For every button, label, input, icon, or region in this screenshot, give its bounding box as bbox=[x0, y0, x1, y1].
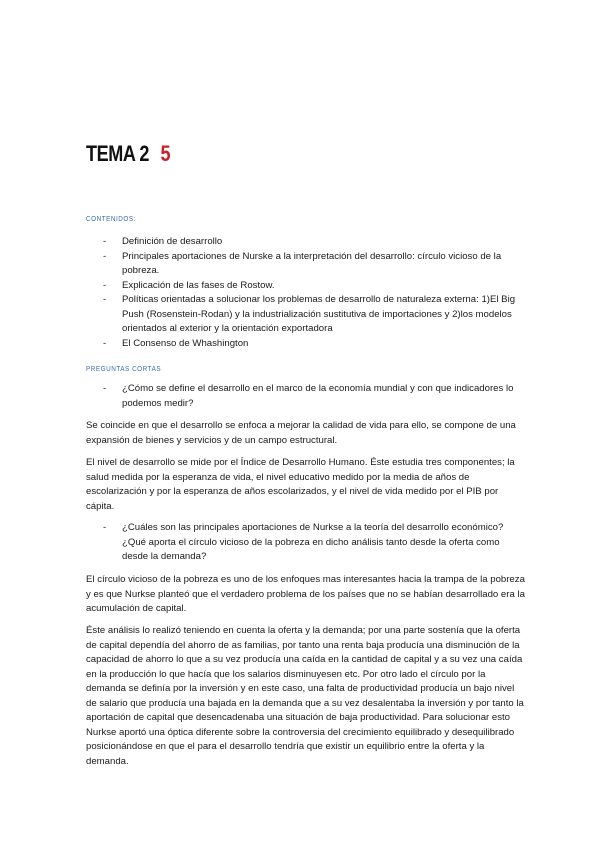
question-1 bbox=[86, 382, 526, 411]
list-item: - ¿Cuáles son las principales aportaciones de Nurkse a la teoría del desarrollo económico? ¿Qué aporta el círculo vicioso de la pobreza en dicho análisis tanto desde la oferta como desde la demanda? bbox=[103, 522, 504, 562]
list-item: - Principales aportaciones de Nurske a la interpretación del desarrollo: círculo vicioso de la pobreza. bbox=[103, 250, 502, 276]
paragraph: El círculo vicioso de la pobreza es uno de los enfoques mas interesantes hacia la trampa de la pobreza y es que Nurkse planteó que el verdadero problema de los países que no se habían desarrollado era la acumulación de capital. bbox=[86, 574, 525, 614]
paragraph: Se coincide en que el desarrollo se enfoca a mejorar la calidad de vida para ello, se compone de una expansión de bienes y servicios y de un campo estructural. bbox=[86, 420, 516, 446]
title-text: TEMA 2 bbox=[86, 141, 150, 166]
title-number: 5 bbox=[160, 141, 171, 166]
paragraph: Éste análisis lo realizó teniendo en cuenta la oferta y la demanda; por una parte sostenía que la oferta de capital dependía del ahorro de as familias, por tanto una renta baja producía una disminución de la capacidad de ahorro lo que a su vez producía una caída en la cantidad de capital y a su vez una caída en la producción lo que hacía que los salarios disminuyesen etc. Por otro lado el círculo por la demanda se definía por la inversión y en este caso, una falta de productividad producía un bajo nivel de salario que producía una bajada en la demanda que a su vez desalentaba la inversión y por tanto la aportación de capital que desencadenaba una situación de baja productividad. Para solucionar esto Nurkse aportó una óptica diferente sobre la controversia del crecimiento equilibrado y desequilibrado posicionándose en que el para el desarrollo tendría que existir un equilibrio entre la oferta y la demanda. bbox=[86, 625, 524, 767]
question-2 bbox=[86, 521, 526, 565]
list-item: - El Consenso de Whashington bbox=[103, 337, 249, 349]
preguntas-label: PREGUNTAS CORTAS bbox=[86, 364, 162, 373]
list-item: - Definición de desarrollo bbox=[103, 236, 223, 247]
list-item: - Políticas orientadas a solucionar los problemas de desarrollo de naturaleza externa: 1)El Big Push (Rosenstein-Rodan) y la industrialización sustitutiva de importaciones y 2)los modelos orientados al exterior y la orientación exportadora bbox=[103, 294, 516, 334]
list-item: - Explicación de las fases de Rostow. bbox=[103, 279, 275, 291]
page-title bbox=[86, 141, 170, 167]
contenidos-label: CONTENIDOS: bbox=[86, 214, 136, 223]
paragraph: El nivel de desarrollo se mide por el Índice de Desarrollo Humano. Éste estudia tres componentes; la salud medida por la esperanza de vida, el nivel educativo medido por la media de años de escolarización y por la esperanza de años escolarizados, y el nivel de vida medido por el PIB por cápita. bbox=[86, 457, 515, 512]
contenidos-list bbox=[86, 235, 526, 351]
list-item: - ¿Cómo se define el desarrollo en el marco de la economía mundial y con que indicadores lo podemos medir? bbox=[103, 383, 514, 409]
